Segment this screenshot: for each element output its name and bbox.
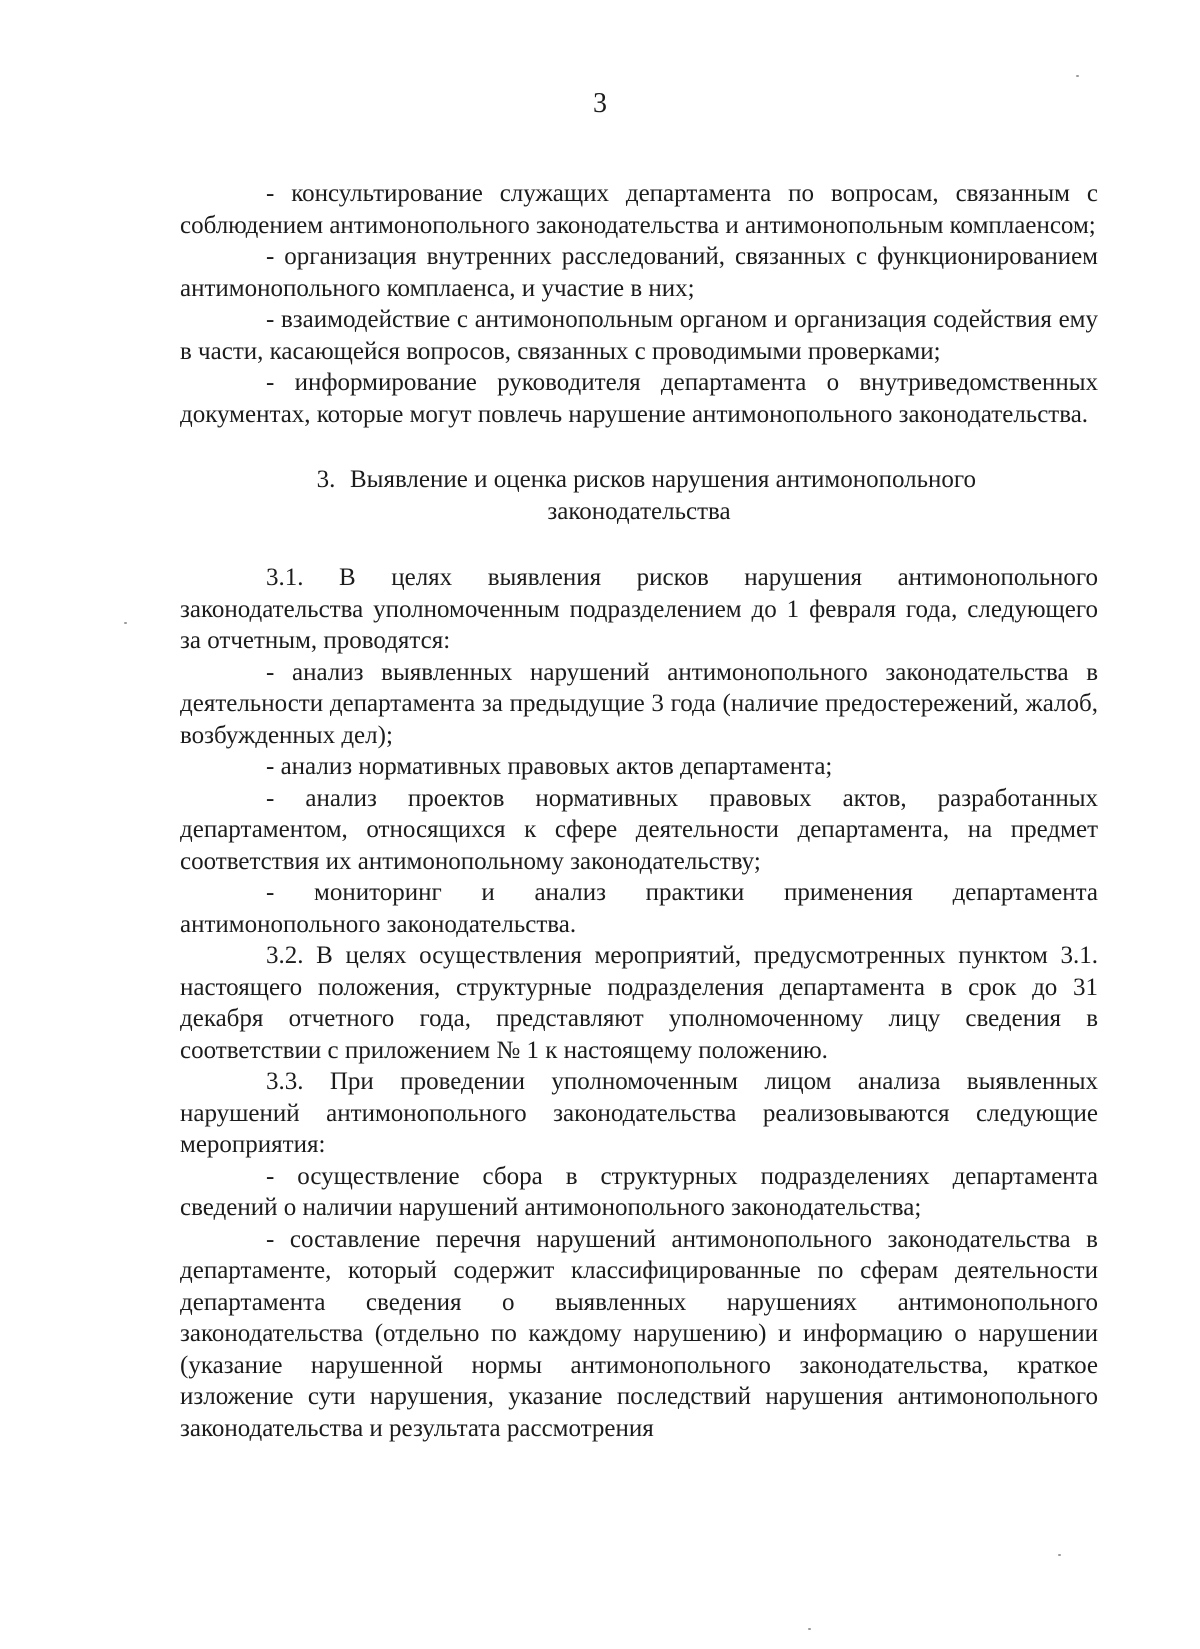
list-item: - составление перечня нарушений антимонопольного законодательства в департаменте, который содержит классифицированные по сферам деятельности департамента сведения о выявленных нарушениях антимонопольного законодательства (отдельно по каждому нарушению) и информацию о нарушении (указание нарушенной нормы антимонопольного законодательства, краткое изложение сути нарушения, указание последствий нарушения антимонопольного законодательства и результата рассмотрения bbox=[180, 1225, 1098, 1442]
paragraph: 3.2. В целях осуществления мероприятий, предусмотренных пунктом 3.1. настоящего положения, структурные подразделения департамента в срок до 31 декабря отчетного года, представляют уполномоченному лицу сведения в соответствии с приложением № 1 к настоящему положению. bbox=[180, 942, 1098, 1064]
list-item: - взаимодействие с антимонопольным органом и организация содействия ему в части, касающейся вопросов, связанных с проводимыми проверками; bbox=[180, 306, 1098, 365]
list-item: - организация внутренних расследований, связанных с функционированием антимонопольного комплаенса, и участие в них; bbox=[180, 243, 1098, 302]
list-item: - осуществление сбора в структурных подразделениях департамента сведений о наличии нарушений антимонопольного законодательства; bbox=[180, 1162, 1098, 1221]
section-number: 3. bbox=[316, 466, 336, 493]
section-heading bbox=[180, 464, 1098, 527]
list-item: - консультирование служащих департамента по вопросам, связанным с соблюдением антимонопольного законодательства и антимонопольным комплаенсом; bbox=[180, 180, 1098, 239]
paragraph: 3.1. В целях выявления рисков нарушения антимонопольного законодательства уполномоченным подразделением до 1 февраля года, следующего за отчетным, проводятся: bbox=[180, 564, 1098, 654]
list-item: - анализ выявленных нарушений антимонопольного законодательства в деятельности департамента за предыдущие 3 года (наличие предостережений, жалоб, возбужденных дел); bbox=[180, 658, 1098, 749]
scan-speck bbox=[124, 622, 127, 624]
list-item: - анализ нормативных правовых актов департамента; bbox=[266, 753, 833, 780]
scan-speck bbox=[1076, 75, 1079, 77]
list-item: - информирование руководителя департамента о внутриведомственных документах, которые могут повлечь нарушение антимонопольного законодательства. bbox=[180, 369, 1098, 428]
paragraph: 3.3. При проведении уполномоченным лицом анализа выявленных нарушений антимонопольного законодательства реализовываются следующие мероприятия: bbox=[180, 1068, 1098, 1158]
document-body bbox=[180, 178, 1098, 1444]
list-item: - анализ проектов нормативных правовых актов, разработанных департаментом, относящихся к сфере деятельности департамента, на предмет соответствия их антимонопольному законодательству; bbox=[180, 784, 1098, 875]
section-title: Выявление и оценка рисков нарушения антимонопольного законодательства bbox=[349, 466, 977, 525]
scan-speck bbox=[808, 1628, 811, 1630]
page-number: 3 bbox=[593, 88, 607, 119]
list-item: - мониторинг и анализ практики применения департамента антимонопольного законодательства. bbox=[180, 879, 1098, 938]
scan-speck bbox=[1058, 1554, 1061, 1556]
